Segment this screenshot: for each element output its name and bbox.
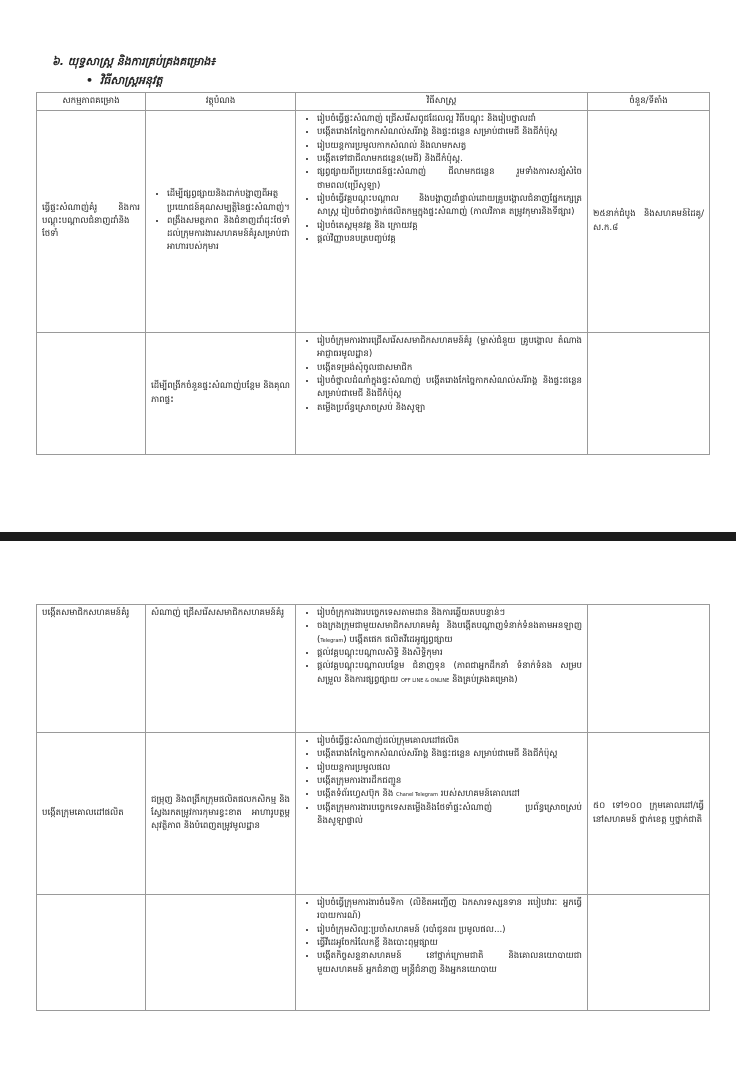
method-text: ផ្ដល់វគ្គបណ្ដុះបណ្ដាលបន្ថែម ជំនាញទុន (ភាពជាអ្នកដឹកនាំ ទំនាក់ទំនង សម្របសម្រួល និងការផ្សព្វផ្សាយ (317, 661, 582, 685)
table-header-row (37, 93, 710, 111)
method-item: • រៀបចំធ្វើផ្ទះសំណាញ់ ជ្រើសរើសពូជដែលល្អ វិធីបណ្ដុះ និងរៀបថ្នាលដាំ (317, 113, 582, 126)
method-text: បង្កើតទំព័រហ្វេសប៊ុក និង (317, 789, 397, 800)
method-item (317, 762, 582, 775)
header-activity: សកម្មភាពគម្រោង (37, 93, 146, 111)
method-item: • បង្កើតរោងកែច្នៃកាកសំណល់សរីរាង្គ និងផ្ទះជន្លេន សម្រាប់ជាមេជី និងជីកំប៉ុស្ត (317, 126, 582, 139)
method-text: រៀបចំធ្វើផ្ទះសំណាញ់ដល់ក្រុមគោលដៅផលិត (317, 736, 460, 746)
strategy-table-page-1 (36, 92, 710, 455)
method-text: ) បង្កើតផេក ផលិតវីដេអូផ្សព្វផ្សាយ (343, 634, 453, 645)
objective-item: • ពង្រឹងសមត្ថភាព និងជំនាញដាំដុះថែទាំ ដល់ក្រុមការងារសហគមន៍គំរូសម្រាប់ជាអាហារបស់កុមារ (167, 215, 290, 255)
method-item: • រៀបយន្តការប្រមូលកាកសំណល់ និងលាមកសត្វ (317, 140, 582, 153)
table-row (37, 605, 710, 733)
count-location-cell (588, 895, 710, 1011)
activity-cell (37, 895, 146, 1011)
method-cell (296, 333, 588, 455)
document-page-1 (0, 0, 736, 532)
method-text: បង្កើតក្រុមការងារបច្ចេកទេសតម្លើងនិងថែទាំផ្ទះសំណាញ់ ប្រព័ន្ធស្រោចស្រប់ និងសូឡាផ្ទាល់ (317, 802, 582, 826)
header-count-location: ចំនួន/ទីតាំង (588, 93, 710, 111)
method-item: • រៀបចំតេស្តមុនវគ្គ និង ក្រោយវគ្គ (317, 220, 582, 233)
objective-cell (146, 111, 296, 333)
method-item: • រៀបចំថ្នាលដំណាំក្នុងផ្ទះសំណាញ់ បង្កើតរោងកែច្នៃកាកសំណល់សរីរាង្គ និងផ្ទះជន្លេន សម្រាប់ជាមេជី និងជីកំប៉ុស្ត (317, 375, 582, 402)
activity-cell: បង្កើតក្រុមគោលដៅផលិត (37, 733, 146, 895)
method-cell (296, 895, 588, 1011)
method-item (317, 775, 582, 788)
method-item: • បង្កើតទម្រង់សុំចូលជាសមាជិក (317, 362, 582, 375)
objective-item: • ដើម្បីផ្សព្វផ្សាយនិងដាក់បង្ហាញពីអត្ថប្រយោជន៍គុណសម្បត្តិនៃផ្ទះសំណាញ់។ (167, 188, 290, 215)
method-text: រៀបចំក្រុមសិល្បៈប្រចាំសហគមន៍ (របាំជូនពរ ប្រមូលផល...) (317, 924, 506, 935)
objective-cell: ដើម្បីពង្រីកចំនួនផ្ទះសំណាញ់បន្ថែម និងគុណភាពផ្ទះ (146, 333, 296, 455)
strategy-table-page-2 (36, 604, 710, 1011)
method-text: របស់សហគមន៍គោលដៅ (437, 789, 520, 800)
method-item: • តម្លើងប្រព័ន្ធស្រោចស្រប់ និងសូឡា (317, 402, 582, 415)
method-item (317, 802, 582, 829)
header-objective: វត្ថុបំណង (146, 93, 296, 111)
method-cell (296, 733, 588, 895)
count-location-cell (588, 333, 710, 455)
method-text: រៀបចំធ្វើក្រុមការងារចំរេទិកា (លិខិតអញ្ជើញ ឯកសារទស្សនទាន របៀបវារៈ អ្នកធ្វើរបាយការណ៍) (317, 898, 582, 922)
document-page-2 (0, 541, 736, 1073)
activity-cell: ធ្វើផ្ទះសំណាញ់គំរូ និងការបណ្ដុះបណ្ដាលជំនាញដាំនិងថែទាំ (37, 111, 146, 333)
activity-cell (37, 333, 146, 455)
count-location-cell (588, 605, 710, 733)
method-item (317, 735, 582, 748)
count-location-cell: ២៥នាក់ជំបូង និងសហគមន៍ដៃគូ/ស.ក.៨ (588, 111, 710, 333)
method-item (317, 950, 582, 977)
method-item: • រៀបចំក្រុមការងារជ្រើសរើសសមាជិកសហគមន៍គំរូ (ម្ចាស់ជំនួយ គ្រូបង្គោល តំណាងអាជ្ញាធរមូលដ្ឋាន) (317, 335, 582, 362)
method-text: រៀបយន្តការប្រមូលផល (317, 762, 391, 773)
page-divider (0, 532, 736, 541)
method-item (317, 924, 582, 937)
bullet-icon: • (86, 74, 94, 87)
table-row (37, 895, 710, 1011)
table-row (37, 111, 710, 333)
method-english-term: Telegram (320, 637, 344, 644)
method-english-term: Chanel Telegram (396, 792, 438, 799)
method-text: ចងក្រងក្រុមជាមួយសមាជិកសហគមគំរូ និងបង្កើតបណ្ដាញទំនាក់ទំនងតាមអនឡាញ ( (317, 621, 582, 645)
table-row (37, 333, 710, 455)
table-row (37, 733, 710, 895)
activity-cell: បង្កើតសមាជិកសហគមន៍គំរូ (37, 605, 146, 733)
method-item: • ផ្ដល់វិញ្ញាបនបត្របញ្ចប់វគ្គ (317, 233, 582, 246)
method-text: បង្កើតកិច្ចសន្ទនាសហគមន៍ នៅថ្នាក់ក្រោមជាតិ និងគោលនយោបាយជាមួយសហគមន៍ អ្នកជំនាញ មន្ត្រីជំនាញ និងអ្នកនយោបាយ (317, 951, 582, 975)
subsection-heading (86, 74, 162, 90)
method-text: ធ្វើវីដេអូចែករំលែកខ្លី និងបោះពុម្ពផ្សាយ (317, 937, 438, 948)
method-item (317, 607, 582, 620)
method-item (317, 647, 582, 660)
subsection-heading-text: វិធីសាស្ត្រអនុវត្ត (99, 74, 163, 87)
count-location-cell: ៥០ ទៅ១០០ ក្រុមគោលដៅ/ធ្វើនៅសហគមន៍ ថ្នាក់ខេត្ត ឬថ្នាក់ជាតិ (588, 733, 710, 895)
header-method: វិធីសាស្ត្រ (296, 93, 588, 111)
method-item: • ផ្សព្វផ្សាយពីប្រយោជន៍ផ្ទះសំណាញ់ ជីលាមកជន្លេន រួមទាំងការសន្សំសំចៃថាមពល(ប្រើសូឡា) (317, 166, 582, 193)
objective-cell (146, 895, 296, 1011)
method-text: ផ្ដល់វគ្គបណ្ដុះបណ្ដាលសិទ្ធិ និងសិទ្ធិកុមារ (317, 647, 443, 658)
objective-cell: សំណាញ់ ជ្រើសរើសសមាជិកសហគមន៍គំរូ (146, 605, 296, 733)
method-item (317, 620, 582, 647)
method-item (317, 788, 582, 801)
method-item: • បង្កើតទៅជាជីលាមកជន្លេន(មេជី) និងជីកំប៉ុស្ត. (317, 153, 582, 166)
section-heading: ៦. យុទ្ធសាស្ត្រ និងការគ្រប់គ្រងគម្រោង៖ (52, 55, 216, 68)
method-item (317, 897, 582, 924)
method-text: រៀបចំក្រុការងារបច្ចេកទេសតាមដាន និងការឆ្លើយតបបន្ទាន់ៗ (317, 608, 506, 618)
objective-cell: ជម្រុញ និងពង្រីកក្រុមផលិតផលកសិកម្ម និងស្វែងរកតម្រូវការកុមារខ្វះខាត អាហារូបត្ថម្ភសុវត្ថិភាព និងបំពេញតម្រូវមូលដ្ឋាន (146, 733, 296, 895)
method-item (317, 748, 582, 761)
method-text: និងគ្រប់គ្រងគម្រោង) (449, 674, 518, 685)
method-cell (296, 605, 588, 733)
method-item (317, 660, 582, 687)
method-item (317, 937, 582, 950)
method-english-term: OFF LINE & ONLINE (400, 677, 450, 684)
method-text: បង្កើតរោងកែច្នៃកាកសំណល់សរីរាង្គ និងផ្ទះជន្លេន សម្រាប់ជាមេជី និងជីកំប៉ុស្ត (317, 749, 558, 760)
method-item: • រៀបចំធ្វើវគ្គបណ្ដុះបណ្ដាល និងបង្ហាញដាំផ្ទាល់ដោយគ្រូបង្គោលជំនាញផ្នែកក្សេត្រសាស្ត្រ រៀបចំជាចង្វាក់ផលិតកម្មក្នុងផ្ទះសំណាញ់ (កាលវិភាគ តម្រូវកុមារនិងទីផ្សារ) (317, 193, 582, 220)
method-cell (296, 111, 588, 333)
method-text: បង្កើតក្រុមការងារដឹកជញ្ជូន (317, 775, 402, 786)
